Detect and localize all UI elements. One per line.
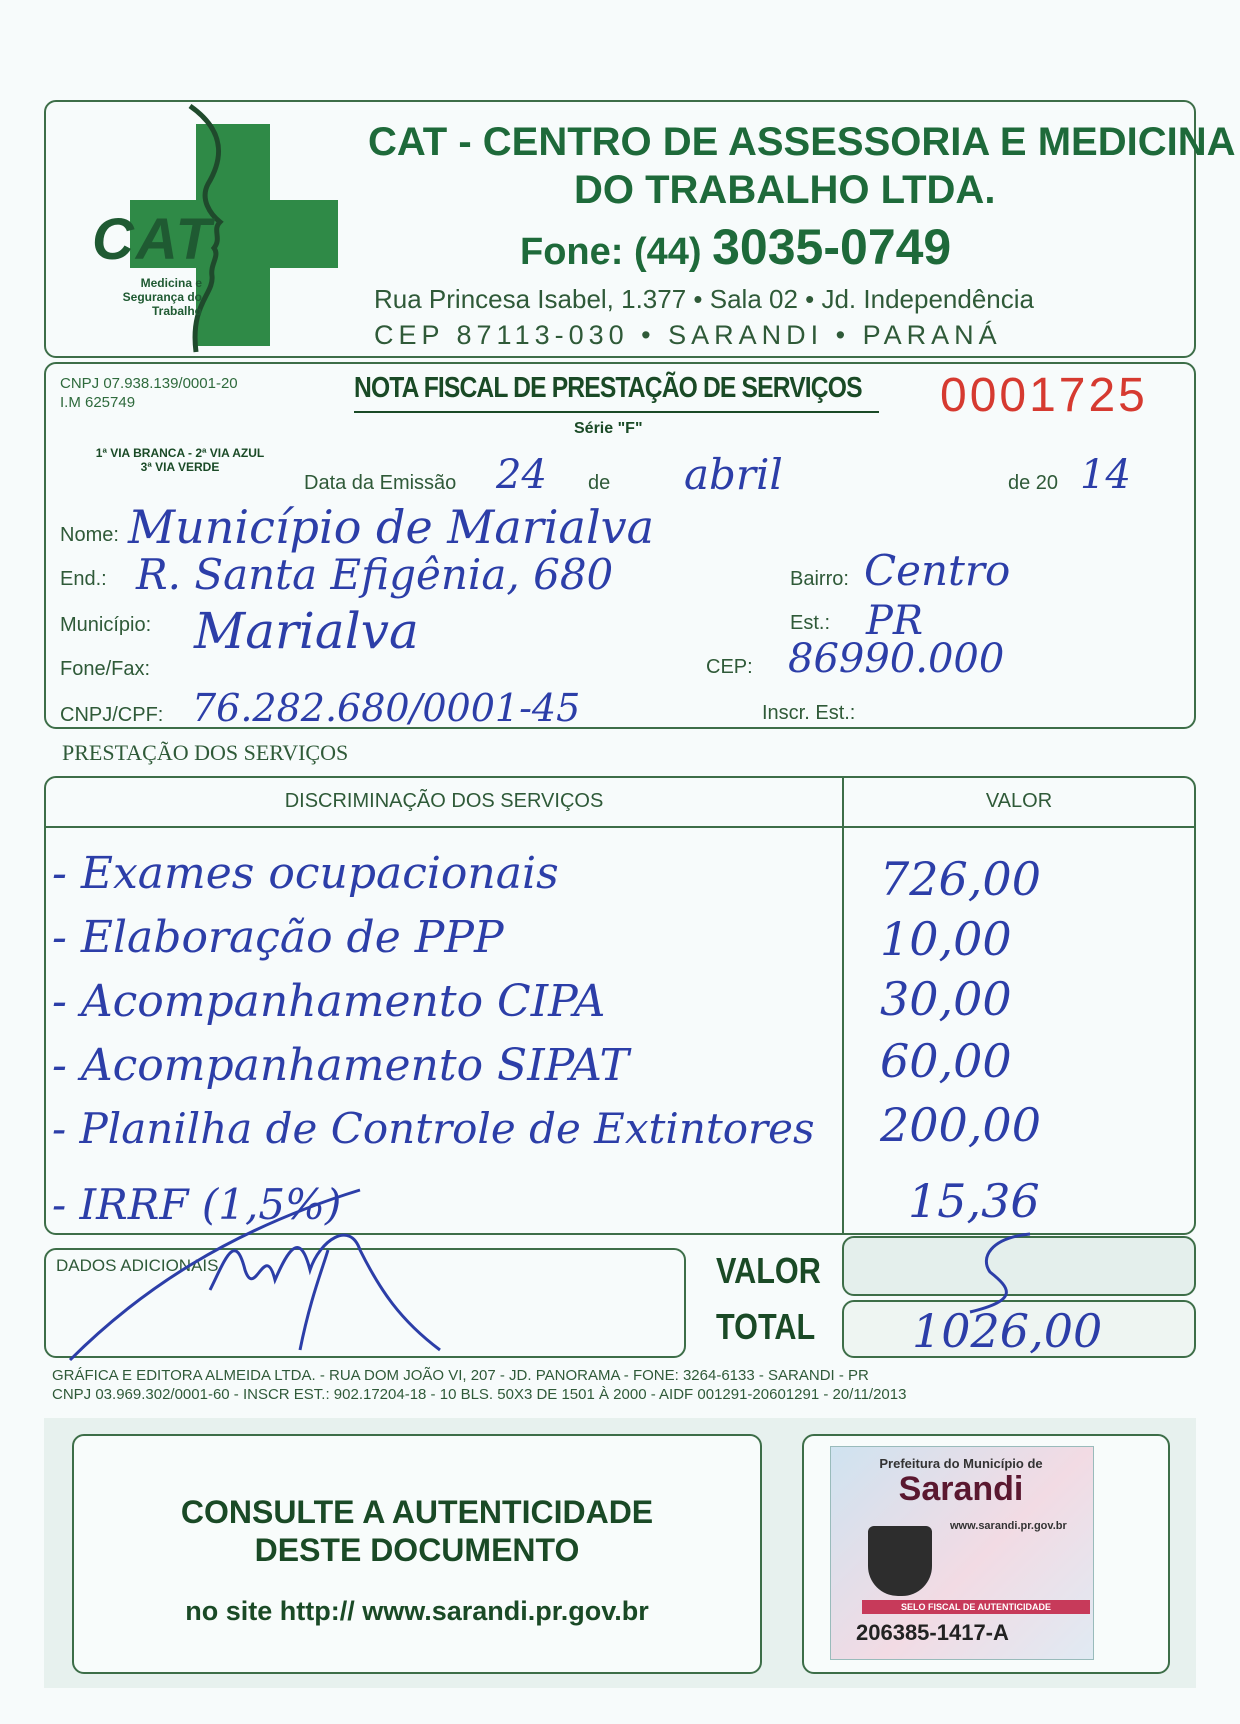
service-value: 10,00 bbox=[880, 912, 1012, 966]
service-value: 726,00 bbox=[880, 852, 1041, 906]
copies-note-line2: 3ª VIA VERDE bbox=[140, 460, 220, 474]
services-header-description: DISCRIMINAÇÃO DOS SERVIÇOS bbox=[284, 790, 604, 812]
service-value: 15,36 bbox=[908, 1174, 1040, 1228]
service-desc: - Elaboração de PPP bbox=[52, 912, 504, 963]
service-desc: - Acompanhamento SIPAT bbox=[52, 1040, 629, 1091]
printer-line1: GRÁFICA E EDITORA ALMEIDA LTDA. - RUA DOM JOÃO VI, 207 - JD. PANORAMA - FONE: 3264-6133 - SARANDI - PR bbox=[52, 1367, 869, 1384]
seal-code: 206385-1417-A bbox=[856, 1620, 1009, 1645]
emission-year: 14 bbox=[1080, 452, 1131, 498]
authenticity-line2: DESTE DOCUMENTO bbox=[254, 1532, 580, 1568]
services-section-title: PRESTAÇÃO DOS SERVIÇOS bbox=[62, 740, 349, 765]
client-cnpj: 76.282.680/0001-45 bbox=[192, 686, 581, 730]
logo-text: CAT bbox=[92, 207, 213, 272]
client-name: Município de Marialva bbox=[128, 500, 655, 554]
city-crest-icon bbox=[868, 1526, 932, 1596]
services-header-value: VALOR bbox=[985, 790, 1053, 812]
bairro-label: Bairro: bbox=[790, 568, 849, 590]
company-address: Rua Princesa Isabel, 1.377 • Sala 02 • Jd. Independência bbox=[374, 284, 1034, 314]
inscr-label: Inscr. Est.: bbox=[762, 702, 856, 724]
phone-prefix: Fone: (44) bbox=[520, 231, 702, 273]
emission-month: abril bbox=[684, 450, 783, 499]
client-cep: 86990.000 bbox=[788, 636, 1005, 682]
service-desc: - IRRF (1,5%) bbox=[52, 1180, 342, 1229]
authenticity-line1: CONSULTE A AUTENTICIDADE bbox=[180, 1494, 654, 1530]
client-estado: PR bbox=[866, 598, 924, 644]
service-desc: - Planilha de Controle de Extintores bbox=[52, 1104, 815, 1153]
client-bairro: Centro bbox=[864, 546, 1011, 595]
date-year-label: de 20 bbox=[1008, 472, 1059, 494]
services-header-divider bbox=[44, 826, 1196, 828]
company-name-line2: DO TRABALHO LTDA. bbox=[574, 168, 996, 212]
invoice-number: 0001725 bbox=[940, 369, 1148, 422]
service-value: 30,00 bbox=[880, 972, 1012, 1026]
printer-info bbox=[52, 1366, 906, 1404]
logo-subtitle: Medicina e Segurança do Trabalho bbox=[122, 276, 202, 318]
total-label-line2: TOTAL bbox=[716, 1306, 816, 1347]
client-municipio: Marialva bbox=[194, 602, 419, 660]
seal-title: Prefeitura do Município de bbox=[879, 1456, 1043, 1471]
authenticity-site: no site http:// www.sarandi.pr.gov.br bbox=[185, 1596, 649, 1626]
company-cep-line: CEP 87113-030 • SARANDI • PARANÁ bbox=[374, 320, 1002, 350]
issuer-registration bbox=[60, 374, 238, 412]
copies-note-line1: 1ª VIA BRANCA - 2ª VIA AZUL bbox=[95, 446, 265, 460]
invoice-title: NOTA FISCAL DE PRESTAÇÃO DE SERVIÇOS bbox=[354, 372, 862, 404]
seal-band: SELO FISCAL DE AUTENTICIDADE bbox=[862, 1600, 1090, 1614]
phone-label: Fone/Fax: bbox=[60, 658, 151, 680]
phone bbox=[520, 218, 951, 276]
service-desc: - Acompanhamento CIPA bbox=[52, 976, 606, 1027]
emission-day: 24 bbox=[496, 452, 547, 498]
municipio-label: Município: bbox=[60, 614, 152, 636]
value-mark-icon bbox=[950, 1228, 1070, 1318]
date-de-label: de bbox=[588, 472, 611, 494]
services-column-divider bbox=[842, 776, 844, 1235]
name-label: Nome: bbox=[60, 524, 119, 546]
issuer-im: I.M 625749 bbox=[60, 394, 136, 411]
seal-url: www.sarandi.pr.gov.br bbox=[950, 1520, 1067, 1532]
cep-label: CEP: bbox=[706, 656, 753, 678]
cnpj-cpf-label: CNPJ/CPF: bbox=[60, 704, 164, 726]
total-value: 1026,00 bbox=[912, 1304, 1103, 1358]
seal-city-name: Sarandi bbox=[898, 1470, 1024, 1508]
invoice-series: Série "F" bbox=[574, 420, 643, 437]
issuer-cnpj: CNPJ 07.938.139/0001-20 bbox=[60, 375, 238, 392]
copies-note bbox=[70, 446, 290, 474]
estado-label: Est.: bbox=[790, 612, 831, 634]
phone-number: 3035-0749 bbox=[712, 219, 952, 275]
client-address: R. Santa Efigênia, 680 bbox=[136, 550, 614, 599]
emission-date-label: Data da Emissão bbox=[304, 472, 457, 494]
address-label: End.: bbox=[60, 568, 107, 590]
company-name-line1: CAT - CENTRO DE ASSESSORIA E MEDICINA bbox=[368, 120, 1236, 164]
signature-icon bbox=[60, 1150, 460, 1390]
total-label-line1: VALOR bbox=[716, 1250, 821, 1291]
service-desc: - Exames ocupacionais bbox=[52, 848, 559, 899]
service-value: 60,00 bbox=[880, 1034, 1012, 1088]
title-underline bbox=[354, 411, 879, 413]
service-value: 200,00 bbox=[880, 1098, 1041, 1152]
printer-line2: CNPJ 03.969.302/0001-60 - INSCR EST.: 902.17204-18 - 10 BLS. 50X3 DE 1501 À 2000 - AIDF 001291-20601291 - 20/11/2013 bbox=[52, 1386, 907, 1403]
additional-data-label: DADOS ADICIONAIS bbox=[56, 1256, 219, 1275]
